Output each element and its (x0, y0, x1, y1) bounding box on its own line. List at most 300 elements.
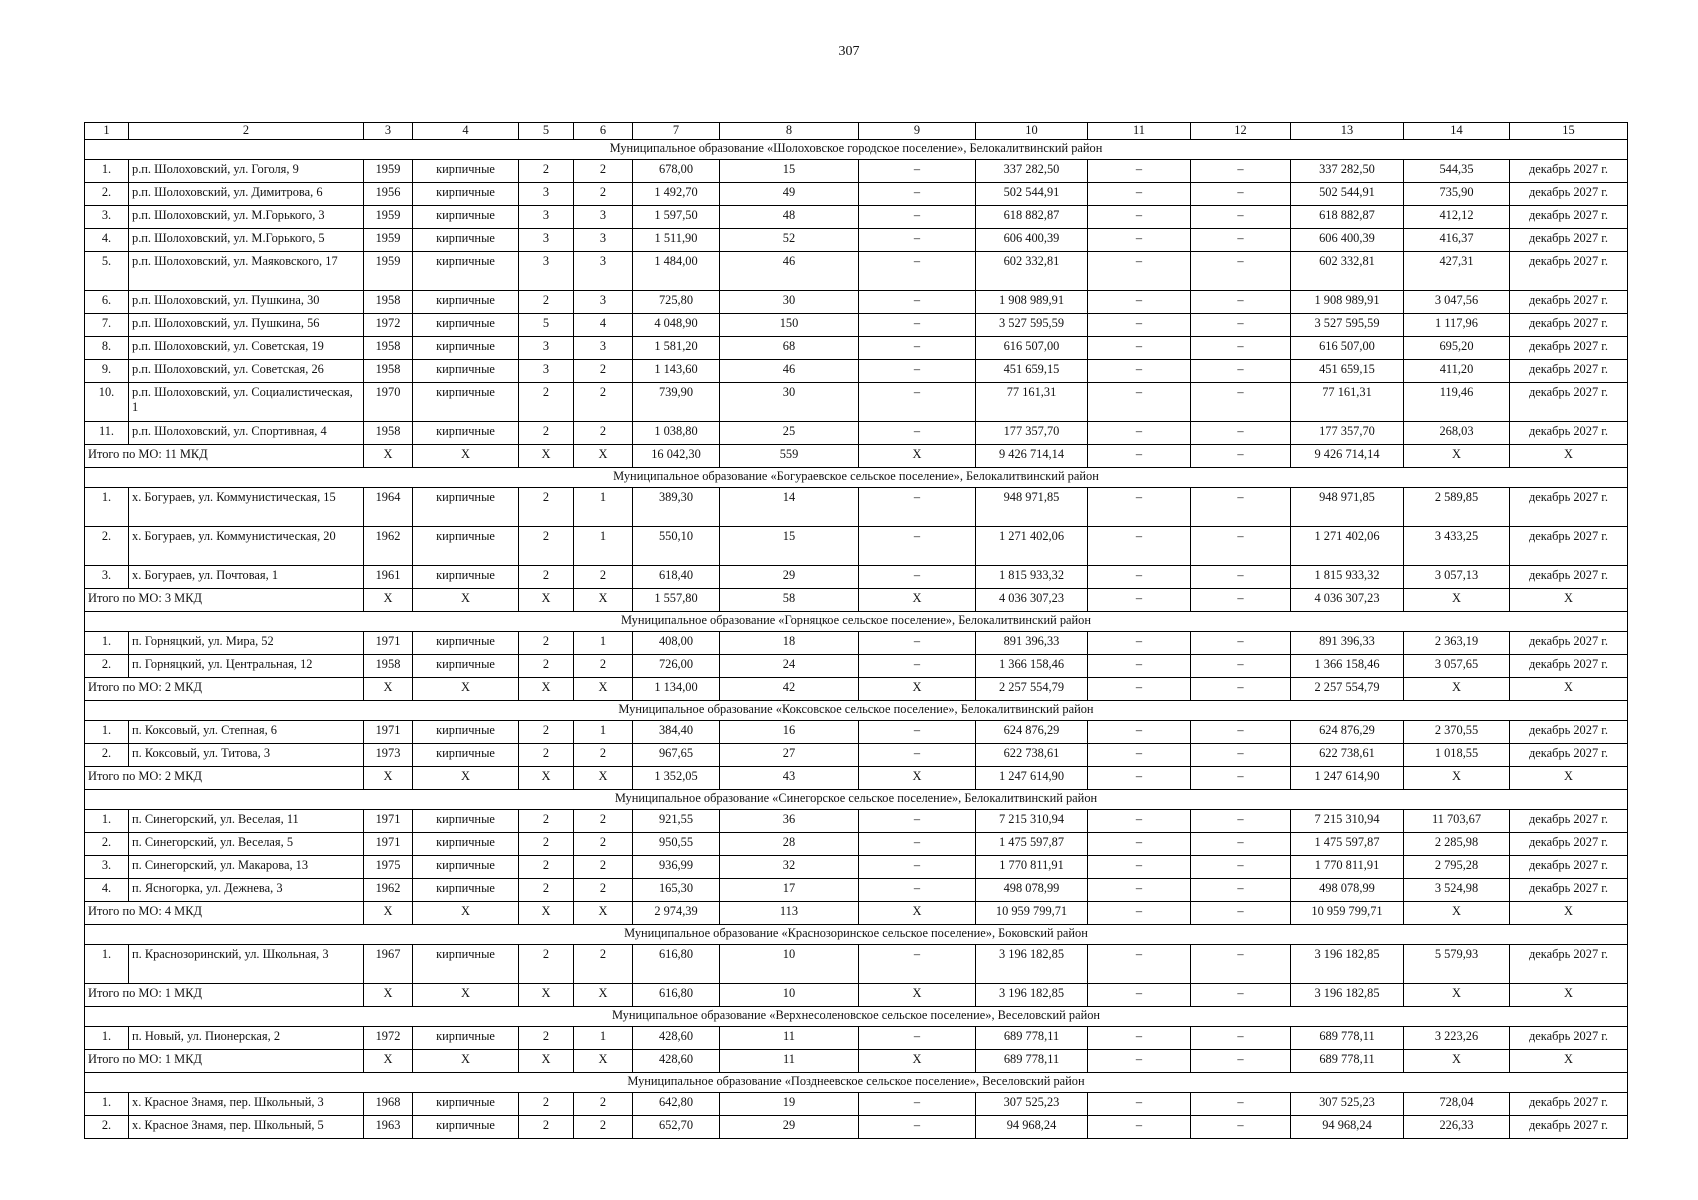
total-cell-material: X (413, 767, 519, 790)
total-cell-residents: 113 (720, 902, 859, 925)
column-header: 7 (633, 123, 720, 140)
column-header: 15 (1510, 123, 1628, 140)
row-cell-residents: 18 (720, 632, 859, 655)
row-number: 4. (85, 879, 129, 902)
total-cell-material: X (413, 902, 519, 925)
row-address: х. Богураев, ул. Коммунистическая, 15 (129, 488, 364, 527)
row-cell-material: кирпичные (413, 252, 519, 291)
row-cell-c10: 307 525,23 (976, 1093, 1088, 1116)
row-cell-c9: – (859, 314, 976, 337)
row-cell-year: 1971 (364, 632, 413, 655)
total-row (85, 984, 1628, 1007)
column-header: 4 (413, 123, 519, 140)
row-cell-material: кирпичные (413, 1027, 519, 1050)
row-cell-area: 921,55 (633, 810, 720, 833)
table-row (85, 945, 1628, 984)
column-header: 14 (1404, 123, 1510, 140)
total-cell-c11: – (1088, 678, 1191, 701)
row-cell-material: кирпичные (413, 810, 519, 833)
row-cell-area: 165,30 (633, 879, 720, 902)
column-header: 6 (574, 123, 633, 140)
row-cell-floors: 2 (519, 383, 574, 422)
row-cell-entrances: 2 (574, 566, 633, 589)
row-cell-residents: 24 (720, 655, 859, 678)
section-title: Муниципальное образование «Позднеевское сельское поселение», Веселовский район (85, 1073, 1628, 1093)
total-cell-year: X (364, 1050, 413, 1073)
section-title: Муниципальное образование «Шолоховское городское поселение», Белокалитвинский район (85, 140, 1628, 160)
row-cell-c14: 3 047,56 (1404, 291, 1510, 314)
row-cell-material: кирпичные (413, 229, 519, 252)
total-cell-c10: 689 778,11 (976, 1050, 1088, 1073)
row-cell-residents: 52 (720, 229, 859, 252)
row-cell-c9: – (859, 422, 976, 445)
total-label: Итого по МО: 11 МКД (85, 445, 364, 468)
row-cell-year: 1958 (364, 291, 413, 314)
table-row (85, 314, 1628, 337)
total-cell-residents: 10 (720, 984, 859, 1007)
row-cell-floors: 2 (519, 879, 574, 902)
row-cell-c10: 1 475 597,87 (976, 833, 1088, 856)
row-cell-area: 642,80 (633, 1093, 720, 1116)
total-cell-area: 1 352,05 (633, 767, 720, 790)
row-cell-entrances: 1 (574, 488, 633, 527)
row-cell-entrances: 3 (574, 229, 633, 252)
row-cell-material: кирпичные (413, 566, 519, 589)
total-cell-c15: X (1510, 1050, 1628, 1073)
row-cell-c12: – (1191, 721, 1291, 744)
total-cell-c10: 10 959 799,71 (976, 902, 1088, 925)
row-number: 11. (85, 422, 129, 445)
row-cell-c9: – (859, 183, 976, 206)
total-cell-c9: X (859, 678, 976, 701)
row-cell-area: 726,00 (633, 655, 720, 678)
row-cell-c13: 624 876,29 (1291, 721, 1404, 744)
row-cell-c14: 412,12 (1404, 206, 1510, 229)
column-header: 12 (1191, 123, 1291, 140)
row-cell-c11: – (1088, 291, 1191, 314)
row-cell-year: 1971 (364, 721, 413, 744)
row-cell-c14: 735,90 (1404, 183, 1510, 206)
row-cell-c10: 624 876,29 (976, 721, 1088, 744)
total-cell-c12: – (1191, 1050, 1291, 1073)
row-cell-c9: – (859, 383, 976, 422)
total-cell-c11: – (1088, 767, 1191, 790)
row-cell-year: 1962 (364, 527, 413, 566)
total-cell-c14: X (1404, 984, 1510, 1007)
section-title: Муниципальное образование «Богураевское сельское поселение», Белокалитвинский район (85, 468, 1628, 488)
row-cell-floors: 2 (519, 1116, 574, 1139)
row-cell-c12: – (1191, 314, 1291, 337)
row-cell-c12: – (1191, 945, 1291, 984)
row-address: р.п. Шолоховский, ул. М.Горького, 3 (129, 206, 364, 229)
row-cell-c15: декабрь 2027 г. (1510, 1027, 1628, 1050)
row-cell-area: 1 038,80 (633, 422, 720, 445)
row-address: п. Горняцкий, ул. Мира, 52 (129, 632, 364, 655)
row-cell-c12: – (1191, 1027, 1291, 1050)
total-cell-entrances: X (574, 1050, 633, 1073)
row-cell-c13: 689 778,11 (1291, 1027, 1404, 1050)
row-cell-residents: 29 (720, 566, 859, 589)
row-cell-c11: – (1088, 314, 1191, 337)
row-cell-area: 1 511,90 (633, 229, 720, 252)
housing-register-table (84, 122, 1628, 1139)
total-cell-entrances: X (574, 767, 633, 790)
row-cell-material: кирпичные (413, 721, 519, 744)
row-cell-c13: 616 507,00 (1291, 337, 1404, 360)
row-number: 1. (85, 945, 129, 984)
total-cell-year: X (364, 445, 413, 468)
column-header: 3 (364, 123, 413, 140)
row-cell-floors: 2 (519, 632, 574, 655)
row-cell-floors: 3 (519, 206, 574, 229)
row-cell-c11: – (1088, 527, 1191, 566)
table-row (85, 721, 1628, 744)
row-address: р.п. Шолоховский, ул. Маяковского, 17 (129, 252, 364, 291)
row-cell-c14: 728,04 (1404, 1093, 1510, 1116)
row-cell-c9: – (859, 206, 976, 229)
row-cell-c15: декабрь 2027 г. (1510, 160, 1628, 183)
section-title: Муниципальное образование «Краснозоринское сельское поселение», Боковский район (85, 925, 1628, 945)
row-cell-c12: – (1191, 810, 1291, 833)
table-row (85, 1027, 1628, 1050)
row-cell-c13: 948 971,85 (1291, 488, 1404, 527)
row-cell-c13: 1 908 989,91 (1291, 291, 1404, 314)
row-number: 3. (85, 856, 129, 879)
row-cell-c14: 2 795,28 (1404, 856, 1510, 879)
column-header: 10 (976, 123, 1088, 140)
row-cell-c15: декабрь 2027 г. (1510, 337, 1628, 360)
table-row (85, 527, 1628, 566)
row-cell-year: 1973 (364, 744, 413, 767)
total-cell-c13: 3 196 182,85 (1291, 984, 1404, 1007)
total-cell-c15: X (1510, 984, 1628, 1007)
row-cell-residents: 49 (720, 183, 859, 206)
row-cell-c12: – (1191, 422, 1291, 445)
row-number: 2. (85, 833, 129, 856)
row-cell-c11: – (1088, 632, 1191, 655)
row-number: 2. (85, 655, 129, 678)
row-cell-c15: декабрь 2027 г. (1510, 879, 1628, 902)
total-cell-c15: X (1510, 445, 1628, 468)
row-cell-year: 1970 (364, 383, 413, 422)
row-cell-c11: – (1088, 833, 1191, 856)
row-cell-c13: 502 544,91 (1291, 183, 1404, 206)
row-cell-area: 936,99 (633, 856, 720, 879)
row-cell-floors: 2 (519, 488, 574, 527)
row-cell-material: кирпичные (413, 744, 519, 767)
table-row (85, 566, 1628, 589)
row-cell-year: 1956 (364, 183, 413, 206)
total-cell-c13: 4 036 307,23 (1291, 589, 1404, 612)
row-cell-c12: – (1191, 527, 1291, 566)
total-cell-floors: X (519, 589, 574, 612)
row-cell-c13: 891 396,33 (1291, 632, 1404, 655)
row-cell-c10: 1 271 402,06 (976, 527, 1088, 566)
total-label: Итого по МО: 3 МКД (85, 589, 364, 612)
section-row (85, 612, 1628, 632)
row-number: 10. (85, 383, 129, 422)
row-cell-area: 1 492,70 (633, 183, 720, 206)
row-cell-c14: 2 363,19 (1404, 632, 1510, 655)
row-cell-area: 725,80 (633, 291, 720, 314)
row-cell-c10: 1 908 989,91 (976, 291, 1088, 314)
row-cell-c14: 268,03 (1404, 422, 1510, 445)
row-cell-c15: декабрь 2027 г. (1510, 833, 1628, 856)
row-cell-residents: 15 (720, 160, 859, 183)
table-row (85, 337, 1628, 360)
total-cell-area: 616,80 (633, 984, 720, 1007)
row-cell-c12: – (1191, 632, 1291, 655)
row-cell-floors: 2 (519, 856, 574, 879)
row-cell-floors: 3 (519, 252, 574, 291)
row-cell-c12: – (1191, 291, 1291, 314)
row-cell-area: 678,00 (633, 160, 720, 183)
total-cell-c12: – (1191, 984, 1291, 1007)
row-cell-c10: 177 357,70 (976, 422, 1088, 445)
row-cell-c12: – (1191, 383, 1291, 422)
row-cell-material: кирпичные (413, 1093, 519, 1116)
row-number: 2. (85, 183, 129, 206)
row-cell-c9: – (859, 833, 976, 856)
row-cell-c11: – (1088, 879, 1191, 902)
row-cell-c12: – (1191, 856, 1291, 879)
total-cell-c12: – (1191, 445, 1291, 468)
row-cell-c14: 119,46 (1404, 383, 1510, 422)
total-cell-residents: 42 (720, 678, 859, 701)
row-cell-c10: 451 659,15 (976, 360, 1088, 383)
row-cell-floors: 2 (519, 721, 574, 744)
total-cell-c12: – (1191, 589, 1291, 612)
row-cell-area: 1 597,50 (633, 206, 720, 229)
total-cell-entrances: X (574, 589, 633, 612)
total-cell-c13: 1 247 614,90 (1291, 767, 1404, 790)
total-row (85, 678, 1628, 701)
row-address: х. Богураев, ул. Почтовая, 1 (129, 566, 364, 589)
row-cell-c9: – (859, 632, 976, 655)
row-cell-area: 408,00 (633, 632, 720, 655)
row-cell-c11: – (1088, 856, 1191, 879)
row-cell-c9: – (859, 566, 976, 589)
table-row (85, 744, 1628, 767)
table-row (85, 183, 1628, 206)
row-cell-c9: – (859, 291, 976, 314)
row-address: п. Ясногорка, ул. Дежнева, 3 (129, 879, 364, 902)
row-cell-c9: – (859, 337, 976, 360)
row-address: п. Горняцкий, ул. Центральная, 12 (129, 655, 364, 678)
row-cell-c11: – (1088, 1116, 1191, 1139)
row-cell-c14: 411,20 (1404, 360, 1510, 383)
row-cell-c15: декабрь 2027 г. (1510, 422, 1628, 445)
row-number: 6. (85, 291, 129, 314)
row-cell-c11: – (1088, 721, 1191, 744)
total-cell-area: 1 557,80 (633, 589, 720, 612)
row-cell-entrances: 2 (574, 183, 633, 206)
row-number: 1. (85, 160, 129, 183)
total-cell-year: X (364, 678, 413, 701)
row-cell-year: 1968 (364, 1093, 413, 1116)
table-row (85, 810, 1628, 833)
row-cell-c9: – (859, 945, 976, 984)
row-cell-c13: 451 659,15 (1291, 360, 1404, 383)
row-cell-c10: 1 770 811,91 (976, 856, 1088, 879)
row-cell-entrances: 2 (574, 383, 633, 422)
row-number: 1. (85, 1093, 129, 1116)
row-cell-c14: 3 524,98 (1404, 879, 1510, 902)
row-cell-c15: декабрь 2027 г. (1510, 632, 1628, 655)
row-cell-floors: 2 (519, 1093, 574, 1116)
total-cell-material: X (413, 589, 519, 612)
row-cell-c12: – (1191, 160, 1291, 183)
total-cell-c15: X (1510, 767, 1628, 790)
row-cell-floors: 2 (519, 744, 574, 767)
row-cell-c9: – (859, 252, 976, 291)
row-number: 8. (85, 337, 129, 360)
row-cell-c9: – (859, 655, 976, 678)
row-address: п. Синегорский, ул. Веселая, 11 (129, 810, 364, 833)
row-cell-c12: – (1191, 229, 1291, 252)
row-address: р.п. Шолоховский, ул. Гоголя, 9 (129, 160, 364, 183)
row-cell-residents: 27 (720, 744, 859, 767)
row-number: 3. (85, 566, 129, 589)
row-cell-c15: декабрь 2027 г. (1510, 721, 1628, 744)
row-cell-year: 1972 (364, 314, 413, 337)
row-cell-c10: 948 971,85 (976, 488, 1088, 527)
total-cell-c13: 689 778,11 (1291, 1050, 1404, 1073)
row-cell-entrances: 2 (574, 360, 633, 383)
total-cell-material: X (413, 1050, 519, 1073)
row-cell-area: 739,90 (633, 383, 720, 422)
column-header: 9 (859, 123, 976, 140)
row-cell-c10: 1 815 933,32 (976, 566, 1088, 589)
row-cell-c9: – (859, 1116, 976, 1139)
total-cell-residents: 11 (720, 1050, 859, 1073)
row-cell-c15: декабрь 2027 г. (1510, 810, 1628, 833)
row-cell-material: кирпичные (413, 360, 519, 383)
row-cell-floors: 2 (519, 833, 574, 856)
total-cell-c15: X (1510, 678, 1628, 701)
row-address: р.п. Шолоховский, ул. Спортивная, 4 (129, 422, 364, 445)
row-cell-year: 1958 (364, 337, 413, 360)
row-cell-c11: – (1088, 744, 1191, 767)
row-cell-year: 1959 (364, 229, 413, 252)
row-cell-c10: 502 544,91 (976, 183, 1088, 206)
row-cell-c12: – (1191, 566, 1291, 589)
row-cell-area: 618,40 (633, 566, 720, 589)
row-cell-c15: декабрь 2027 г. (1510, 229, 1628, 252)
row-cell-entrances: 2 (574, 422, 633, 445)
total-cell-material: X (413, 678, 519, 701)
row-number: 2. (85, 527, 129, 566)
row-number: 1. (85, 488, 129, 527)
row-cell-c9: – (859, 1093, 976, 1116)
row-cell-material: кирпичные (413, 422, 519, 445)
section-title: Муниципальное образование «Синегорское сельское поселение», Белокалитвинский район (85, 790, 1628, 810)
row-cell-c9: – (859, 229, 976, 252)
row-cell-area: 1 484,00 (633, 252, 720, 291)
row-cell-c9: – (859, 856, 976, 879)
table-row (85, 856, 1628, 879)
row-address: п. Новый, ул. Пионерская, 2 (129, 1027, 364, 1050)
row-cell-residents: 25 (720, 422, 859, 445)
row-cell-c10: 3 527 595,59 (976, 314, 1088, 337)
row-cell-area: 616,80 (633, 945, 720, 984)
total-cell-c10: 9 426 714,14 (976, 445, 1088, 468)
row-cell-material: кирпичные (413, 337, 519, 360)
row-cell-c14: 3 057,65 (1404, 655, 1510, 678)
row-cell-c14: 2 285,98 (1404, 833, 1510, 856)
total-cell-year: X (364, 984, 413, 1007)
row-address: р.п. Шолоховский, ул. М.Горького, 5 (129, 229, 364, 252)
row-cell-entrances: 1 (574, 721, 633, 744)
row-cell-c13: 94 968,24 (1291, 1116, 1404, 1139)
row-cell-entrances: 1 (574, 527, 633, 566)
total-cell-c12: – (1191, 902, 1291, 925)
row-address: р.п. Шолоховский, ул. Пушкина, 30 (129, 291, 364, 314)
total-cell-c13: 2 257 554,79 (1291, 678, 1404, 701)
row-cell-area: 4 048,90 (633, 314, 720, 337)
row-cell-c15: декабрь 2027 г. (1510, 383, 1628, 422)
row-address: х. Богураев, ул. Коммунистическая, 20 (129, 527, 364, 566)
row-cell-entrances: 1 (574, 632, 633, 655)
row-cell-year: 1971 (364, 810, 413, 833)
row-cell-c10: 606 400,39 (976, 229, 1088, 252)
row-cell-c14: 1 117,96 (1404, 314, 1510, 337)
row-cell-c13: 1 770 811,91 (1291, 856, 1404, 879)
row-number: 1. (85, 721, 129, 744)
row-cell-c14: 427,31 (1404, 252, 1510, 291)
total-row (85, 445, 1628, 468)
row-number: 1. (85, 810, 129, 833)
row-address: р.п. Шолоховский, ул. Советская, 19 (129, 337, 364, 360)
table-row (85, 160, 1628, 183)
row-cell-residents: 10 (720, 945, 859, 984)
row-cell-c15: декабрь 2027 г. (1510, 291, 1628, 314)
row-cell-c15: декабрь 2027 г. (1510, 527, 1628, 566)
row-cell-floors: 2 (519, 291, 574, 314)
row-cell-material: кирпичные (413, 655, 519, 678)
total-label: Итого по МО: 1 МКД (85, 1050, 364, 1073)
row-cell-material: кирпичные (413, 945, 519, 984)
row-cell-area: 428,60 (633, 1027, 720, 1050)
total-cell-c15: X (1510, 902, 1628, 925)
total-cell-floors: X (519, 678, 574, 701)
row-cell-c14: 695,20 (1404, 337, 1510, 360)
row-cell-c15: декабрь 2027 г. (1510, 655, 1628, 678)
total-cell-c14: X (1404, 767, 1510, 790)
row-cell-material: кирпичные (413, 632, 519, 655)
row-cell-floors: 2 (519, 566, 574, 589)
row-cell-residents: 28 (720, 833, 859, 856)
column-header: 2 (129, 123, 364, 140)
row-cell-year: 1959 (364, 206, 413, 229)
row-cell-c9: – (859, 360, 976, 383)
row-number: 2. (85, 1116, 129, 1139)
total-label: Итого по МО: 2 МКД (85, 678, 364, 701)
total-cell-c13: 9 426 714,14 (1291, 445, 1404, 468)
section-row (85, 790, 1628, 810)
total-cell-c13: 10 959 799,71 (1291, 902, 1404, 925)
row-cell-entrances: 2 (574, 160, 633, 183)
row-cell-c15: декабрь 2027 г. (1510, 744, 1628, 767)
total-cell-residents: 559 (720, 445, 859, 468)
total-cell-area: 16 042,30 (633, 445, 720, 468)
row-cell-entrances: 2 (574, 1116, 633, 1139)
row-cell-c13: 622 738,61 (1291, 744, 1404, 767)
row-cell-entrances: 2 (574, 1093, 633, 1116)
total-cell-material: X (413, 984, 519, 1007)
row-cell-material: кирпичные (413, 856, 519, 879)
total-cell-c11: – (1088, 445, 1191, 468)
